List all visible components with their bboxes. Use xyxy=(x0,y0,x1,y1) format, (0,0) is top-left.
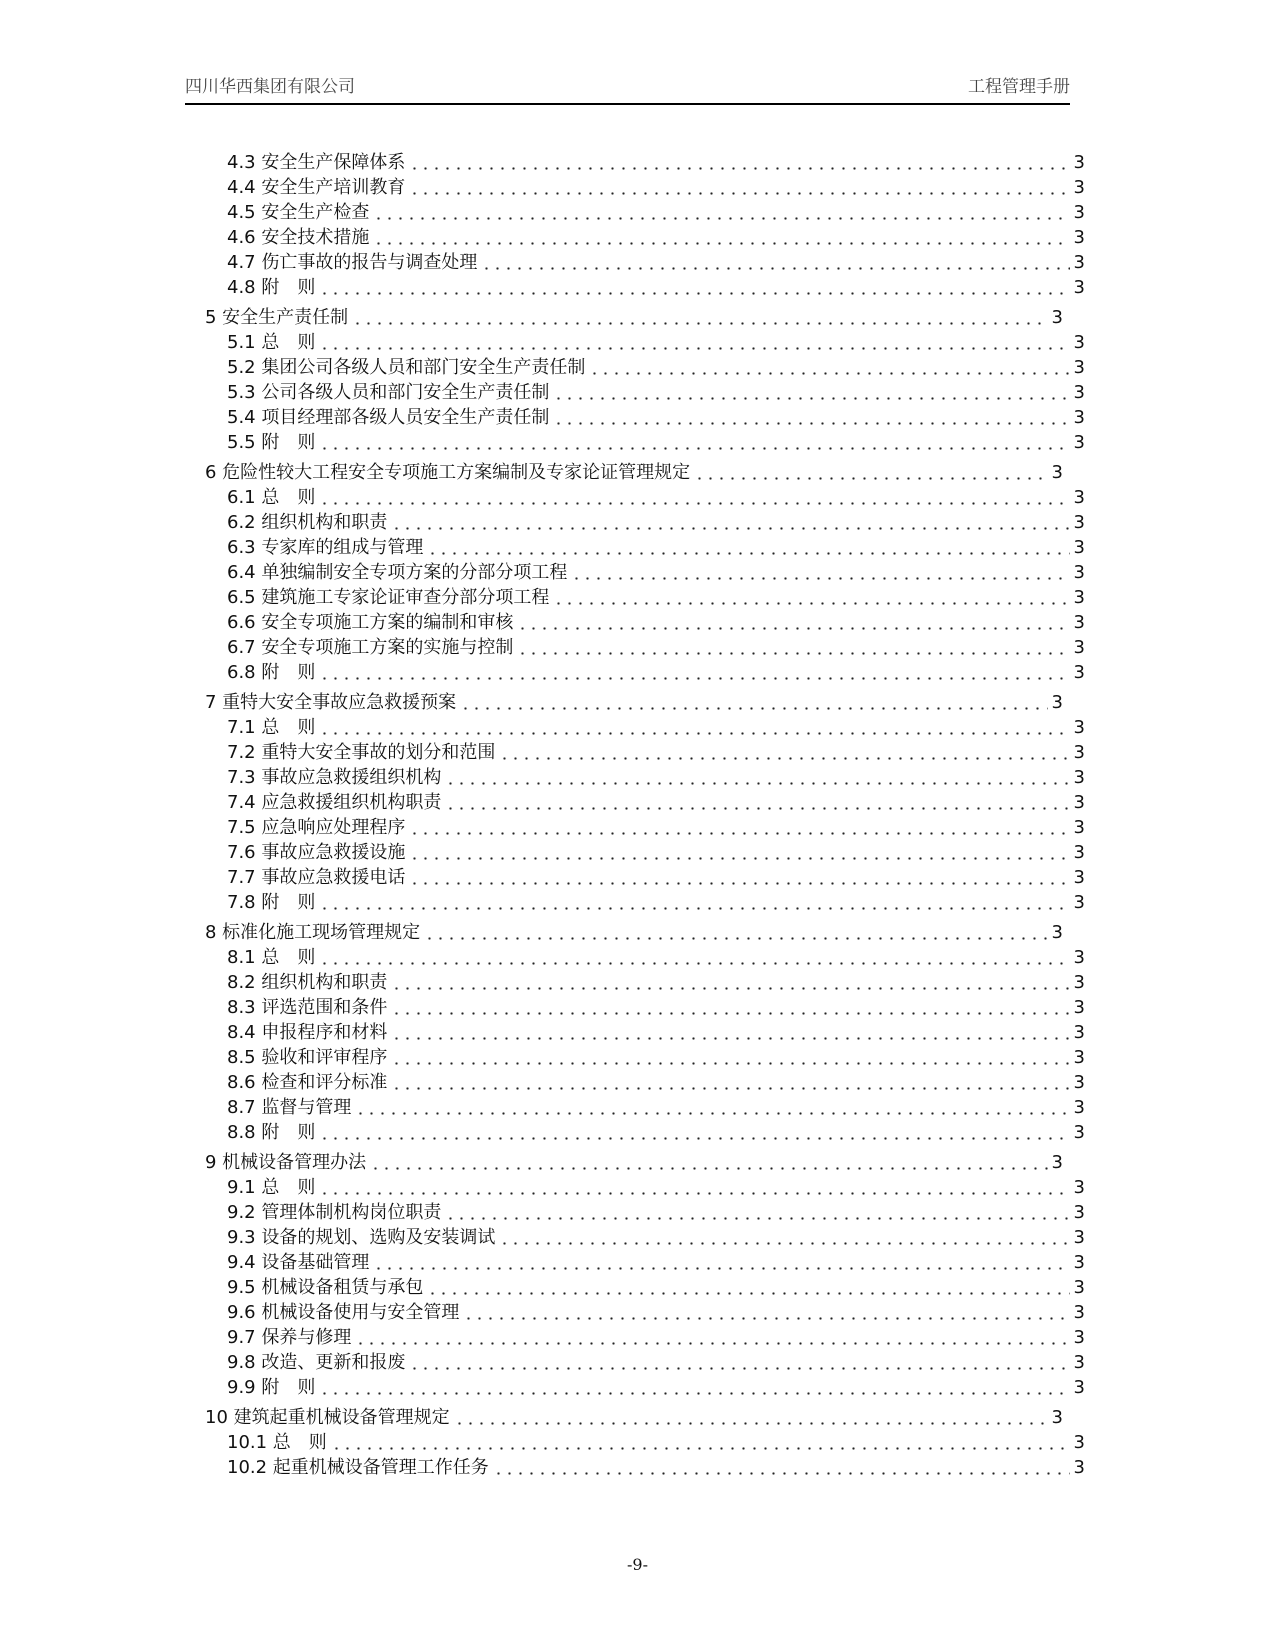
toc-entry-page: 3 xyxy=(1073,947,1085,968)
toc-section-entry[interactable] xyxy=(205,1375,1085,1400)
toc-dot-leader xyxy=(319,660,1069,685)
toc-entry-title: 6.7 安全专项施工方案的实施与控制 xyxy=(227,637,514,658)
toc-entry-title: 8 标准化施工现场管理规定 xyxy=(205,922,421,943)
toc-entry-page: 3 xyxy=(1073,407,1085,428)
toc-entry-title: 5.2 集团公司各级人员和部门安全生产责任制 xyxy=(227,357,586,378)
toc-entry-title: 6.8 附 则 xyxy=(227,662,316,683)
toc-dot-leader xyxy=(370,1150,1047,1175)
toc-section-entry[interactable] xyxy=(205,200,1085,225)
toc-dot-leader xyxy=(517,635,1069,660)
toc-entry-page: 3 xyxy=(1073,1327,1085,1348)
toc-entry-title: 10 建筑起重机械设备管理规定 xyxy=(205,1407,450,1428)
toc-section-entry[interactable] xyxy=(205,1325,1085,1350)
toc-entry-page: 3 xyxy=(1051,692,1063,713)
toc-dot-leader xyxy=(409,175,1069,200)
toc-section-entry[interactable] xyxy=(205,715,1085,740)
toc-section-entry[interactable] xyxy=(205,660,1085,685)
toc-section-entry[interactable] xyxy=(205,840,1085,865)
toc-section-entry[interactable] xyxy=(205,865,1085,890)
toc-dot-leader xyxy=(427,535,1069,560)
toc-entry-title: 7.7 事故应急救援电话 xyxy=(227,867,406,888)
toc-section-entry[interactable] xyxy=(205,995,1085,1020)
toc-entry-title: 9.3 设备的规划、选购及安装调试 xyxy=(227,1227,496,1248)
toc-entry-title: 7.2 重特大安全事故的划分和范围 xyxy=(227,742,496,763)
toc-section-entry[interactable] xyxy=(205,1350,1085,1375)
toc-chapter-entry[interactable] xyxy=(205,1405,1063,1430)
toc-entry-page: 3 xyxy=(1051,1152,1063,1173)
toc-entry-page: 3 xyxy=(1073,612,1085,633)
page-header xyxy=(185,75,1070,105)
toc-dot-leader xyxy=(355,1095,1069,1120)
toc-section-entry[interactable] xyxy=(205,560,1085,585)
toc-section-entry[interactable] xyxy=(205,535,1085,560)
toc-entry-title: 4.4 安全生产培训教育 xyxy=(227,177,406,198)
toc-entry-page: 3 xyxy=(1073,662,1085,683)
toc-dot-leader xyxy=(553,380,1069,405)
toc-entry-page: 3 xyxy=(1073,587,1085,608)
toc-chapter-entry[interactable] xyxy=(205,460,1063,485)
table-of-contents xyxy=(205,150,1085,1480)
toc-entry-page: 3 xyxy=(1073,867,1085,888)
toc-dot-leader xyxy=(319,945,1069,970)
toc-entry-title: 6.5 建筑施工专家论证审查分部分项工程 xyxy=(227,587,550,608)
toc-dot-leader xyxy=(319,430,1069,455)
toc-entry-page: 3 xyxy=(1073,487,1085,508)
toc-section-entry[interactable] xyxy=(205,225,1085,250)
toc-dot-leader xyxy=(409,1350,1069,1375)
toc-dot-leader xyxy=(373,200,1069,225)
toc-entry-title: 9.6 机械设备使用与安全管理 xyxy=(227,1302,460,1323)
toc-dot-leader xyxy=(694,460,1047,485)
toc-entry-page: 3 xyxy=(1073,792,1085,813)
toc-entry-title: 7 重特大安全事故应急救援预案 xyxy=(205,692,457,713)
toc-entry-title: 5.1 总 则 xyxy=(227,332,316,353)
toc-entry-title: 7.1 总 则 xyxy=(227,717,316,738)
toc-entry-title: 6.2 组织机构和职责 xyxy=(227,512,388,533)
toc-dot-leader xyxy=(331,1430,1070,1455)
toc-entry-title: 9.7 保养与修理 xyxy=(227,1327,352,1348)
toc-dot-leader xyxy=(352,305,1047,330)
toc-entry-page: 3 xyxy=(1073,717,1085,738)
toc-entry-title: 8.7 监督与管理 xyxy=(227,1097,352,1118)
toc-entry-page: 3 xyxy=(1073,1252,1085,1273)
toc-entry-page: 3 xyxy=(1073,1377,1085,1398)
toc-dot-leader xyxy=(391,995,1069,1020)
toc-entry-page: 3 xyxy=(1073,277,1085,298)
toc-entry-title: 8.6 检查和评分标准 xyxy=(227,1072,388,1093)
toc-entry-title: 9.5 机械设备租赁与承包 xyxy=(227,1277,424,1298)
toc-dot-leader xyxy=(391,1070,1069,1095)
toc-dot-leader xyxy=(319,275,1069,300)
toc-entry-title: 5.4 项目经理部各级人员安全生产责任制 xyxy=(227,407,550,428)
toc-entry-title: 8.8 附 则 xyxy=(227,1122,316,1143)
toc-dot-leader xyxy=(517,610,1069,635)
toc-entry-page: 3 xyxy=(1073,537,1085,558)
toc-entry-title: 7.5 应急响应处理程序 xyxy=(227,817,406,838)
toc-entry-title: 8.2 组织机构和职责 xyxy=(227,972,388,993)
toc-dot-leader xyxy=(409,865,1069,890)
toc-dot-leader xyxy=(481,250,1069,275)
toc-dot-leader xyxy=(460,690,1047,715)
toc-section-entry[interactable] xyxy=(205,815,1085,840)
toc-entry-page: 3 xyxy=(1073,1302,1085,1323)
toc-entry-title: 6 危险性较大工程安全专项施工方案编制及专家论证管理规定 xyxy=(205,462,691,483)
toc-entry-page: 3 xyxy=(1073,382,1085,403)
toc-dot-leader xyxy=(319,715,1069,740)
toc-entry-title: 4.5 安全生产检查 xyxy=(227,202,370,223)
toc-entry-page: 3 xyxy=(1073,1227,1085,1248)
toc-section-entry[interactable] xyxy=(205,1300,1085,1325)
toc-section-entry[interactable] xyxy=(205,890,1085,915)
toc-dot-leader xyxy=(355,1325,1069,1350)
toc-section-entry[interactable] xyxy=(205,1120,1085,1145)
toc-section-entry[interactable] xyxy=(205,970,1085,995)
toc-dot-leader xyxy=(391,1045,1069,1070)
toc-chapter-entry[interactable] xyxy=(205,1150,1063,1175)
toc-entry-page: 3 xyxy=(1073,767,1085,788)
toc-entry-title: 4.3 安全生产保障体系 xyxy=(227,152,406,173)
toc-entry-page: 3 xyxy=(1073,357,1085,378)
toc-section-entry[interactable] xyxy=(205,1175,1085,1200)
toc-chapter-entry[interactable] xyxy=(205,690,1063,715)
toc-entry-title: 6.3 专家库的组成与管理 xyxy=(227,537,424,558)
toc-section-entry[interactable] xyxy=(205,945,1085,970)
toc-dot-leader xyxy=(553,405,1069,430)
toc-entry-page: 3 xyxy=(1073,842,1085,863)
toc-section-entry[interactable] xyxy=(205,740,1085,765)
toc-entry-page: 3 xyxy=(1073,1097,1085,1118)
toc-dot-leader xyxy=(445,1200,1069,1225)
toc-entry-page: 3 xyxy=(1051,1407,1063,1428)
toc-section-entry[interactable] xyxy=(205,150,1085,175)
toc-entry-title: 8.1 总 则 xyxy=(227,947,316,968)
toc-section-entry[interactable] xyxy=(205,510,1085,535)
toc-entry-title: 6.6 安全专项施工方案的编制和审核 xyxy=(227,612,514,633)
toc-entry-page: 3 xyxy=(1073,252,1085,273)
toc-section-entry[interactable] xyxy=(205,1200,1085,1225)
toc-entry-title: 7.4 应急救援组织机构职责 xyxy=(227,792,442,813)
toc-section-entry[interactable] xyxy=(205,1070,1085,1095)
toc-dot-leader xyxy=(589,355,1069,380)
toc-section-entry[interactable] xyxy=(205,355,1085,380)
page-number: -9- xyxy=(627,1555,648,1574)
toc-entry-title: 5 安全生产责任制 xyxy=(205,307,349,328)
toc-entry-page: 3 xyxy=(1073,892,1085,913)
toc-entry-title: 7.3 事故应急救援组织机构 xyxy=(227,767,442,788)
toc-entry-page: 3 xyxy=(1073,972,1085,993)
toc-section-entry[interactable] xyxy=(205,585,1085,610)
toc-entry-page: 3 xyxy=(1073,562,1085,583)
toc-dot-leader xyxy=(553,585,1069,610)
toc-entry-title: 8.5 验收和评审程序 xyxy=(227,1047,388,1068)
toc-dot-leader xyxy=(409,150,1069,175)
toc-entry-title: 4.7 伤亡事故的报告与调查处理 xyxy=(227,252,478,273)
toc-section-entry[interactable] xyxy=(205,1275,1085,1300)
toc-entry-page: 3 xyxy=(1073,332,1085,353)
toc-entry-title: 4.8 附 则 xyxy=(227,277,316,298)
toc-chapter-entry[interactable] xyxy=(205,920,1063,945)
toc-entry-page: 3 xyxy=(1073,1432,1085,1453)
toc-entry-page: 3 xyxy=(1073,432,1085,453)
toc-section-entry[interactable] xyxy=(205,275,1085,300)
toc-dot-leader xyxy=(445,790,1069,815)
toc-dot-leader xyxy=(427,1275,1069,1300)
toc-dot-leader xyxy=(445,765,1069,790)
toc-dot-leader xyxy=(373,225,1069,250)
toc-dot-leader xyxy=(373,1250,1069,1275)
toc-section-entry[interactable] xyxy=(205,1020,1085,1045)
toc-section-entry[interactable] xyxy=(205,1095,1085,1120)
toc-entry-page: 3 xyxy=(1073,177,1085,198)
toc-entry-title: 9.1 总 则 xyxy=(227,1177,316,1198)
toc-entry-page: 3 xyxy=(1073,1022,1085,1043)
toc-entry-page: 3 xyxy=(1051,307,1063,328)
toc-entry-title: 9.9 附 则 xyxy=(227,1377,316,1398)
toc-dot-leader xyxy=(319,485,1069,510)
toc-entry-title: 8.4 申报程序和材料 xyxy=(227,1022,388,1043)
toc-entry-title: 10.2 起重机械设备管理工作任务 xyxy=(227,1457,489,1478)
toc-dot-leader xyxy=(391,970,1069,995)
toc-section-entry[interactable] xyxy=(205,250,1085,275)
toc-dot-leader xyxy=(424,920,1047,945)
toc-dot-leader xyxy=(409,815,1069,840)
toc-dot-leader xyxy=(391,1020,1069,1045)
toc-entry-page: 3 xyxy=(1073,1047,1085,1068)
toc-entry-page: 3 xyxy=(1073,742,1085,763)
toc-entry-page: 3 xyxy=(1073,997,1085,1018)
toc-section-entry[interactable] xyxy=(205,1250,1085,1275)
toc-section-entry[interactable] xyxy=(205,635,1085,660)
toc-section-entry[interactable] xyxy=(205,380,1085,405)
header-company-name: 四川华西集团有限公司 xyxy=(185,77,355,97)
toc-section-entry[interactable] xyxy=(205,610,1085,635)
toc-entry-page: 3 xyxy=(1073,1352,1085,1373)
toc-dot-leader xyxy=(319,890,1069,915)
toc-dot-leader xyxy=(391,510,1069,535)
toc-section-entry[interactable] xyxy=(205,405,1085,430)
toc-entry-title: 7.6 事故应急救援设施 xyxy=(227,842,406,863)
header-manual-title: 工程管理手册 xyxy=(968,77,1070,97)
toc-section-entry[interactable] xyxy=(205,175,1085,200)
toc-entry-title: 5.3 公司各级人员和部门安全生产责任制 xyxy=(227,382,550,403)
toc-entry-title: 6.4 单独编制安全专项方案的分部分项工程 xyxy=(227,562,568,583)
toc-entry-title: 8.3 评选范围和条件 xyxy=(227,997,388,1018)
toc-entry-page: 3 xyxy=(1073,1122,1085,1143)
toc-entry-page: 3 xyxy=(1073,1277,1085,1298)
toc-entry-title: 7.8 附 则 xyxy=(227,892,316,913)
toc-entry-title: 5.5 附 则 xyxy=(227,432,316,453)
toc-section-entry[interactable] xyxy=(205,1225,1085,1250)
toc-dot-leader xyxy=(319,1175,1069,1200)
toc-section-entry[interactable] xyxy=(205,1430,1085,1455)
toc-entry-title: 9 机械设备管理办法 xyxy=(205,1152,367,1173)
toc-dot-leader xyxy=(319,330,1069,355)
toc-entry-page: 3 xyxy=(1073,1202,1085,1223)
toc-dot-leader xyxy=(571,560,1069,585)
toc-entry-page: 3 xyxy=(1073,1457,1085,1478)
toc-entry-title: 10.1 总 则 xyxy=(227,1432,327,1453)
toc-dot-leader xyxy=(493,1455,1070,1480)
toc-entry-page: 3 xyxy=(1051,922,1063,943)
toc-entry-page: 3 xyxy=(1073,227,1085,248)
toc-section-entry[interactable] xyxy=(205,485,1085,510)
toc-section-entry[interactable] xyxy=(205,1455,1085,1480)
toc-dot-leader xyxy=(319,1120,1069,1145)
toc-entry-title: 4.6 安全技术措施 xyxy=(227,227,370,248)
toc-section-entry[interactable] xyxy=(205,765,1085,790)
toc-dot-leader xyxy=(463,1300,1069,1325)
toc-entry-page: 3 xyxy=(1073,1177,1085,1198)
toc-dot-leader xyxy=(499,1225,1069,1250)
toc-entry-title: 9.2 管理体制机构岗位职责 xyxy=(227,1202,442,1223)
toc-entry-page: 3 xyxy=(1073,637,1085,658)
toc-chapter-entry[interactable] xyxy=(205,305,1063,330)
toc-dot-leader xyxy=(499,740,1069,765)
toc-section-entry[interactable] xyxy=(205,430,1085,455)
toc-entry-title: 6.1 总 则 xyxy=(227,487,316,508)
toc-dot-leader xyxy=(454,1405,1048,1430)
toc-entry-page: 3 xyxy=(1073,202,1085,223)
toc-section-entry[interactable] xyxy=(205,330,1085,355)
toc-dot-leader xyxy=(319,1375,1069,1400)
toc-entry-page: 3 xyxy=(1051,462,1063,483)
toc-entry-page: 3 xyxy=(1073,152,1085,173)
toc-entry-page: 3 xyxy=(1073,512,1085,533)
toc-entry-page: 3 xyxy=(1073,1072,1085,1093)
toc-section-entry[interactable] xyxy=(205,1045,1085,1070)
toc-entry-title: 9.8 改造、更新和报废 xyxy=(227,1352,406,1373)
toc-section-entry[interactable] xyxy=(205,790,1085,815)
toc-dot-leader xyxy=(409,840,1069,865)
toc-entry-title: 9.4 设备基础管理 xyxy=(227,1252,370,1273)
toc-entry-page: 3 xyxy=(1073,817,1085,838)
